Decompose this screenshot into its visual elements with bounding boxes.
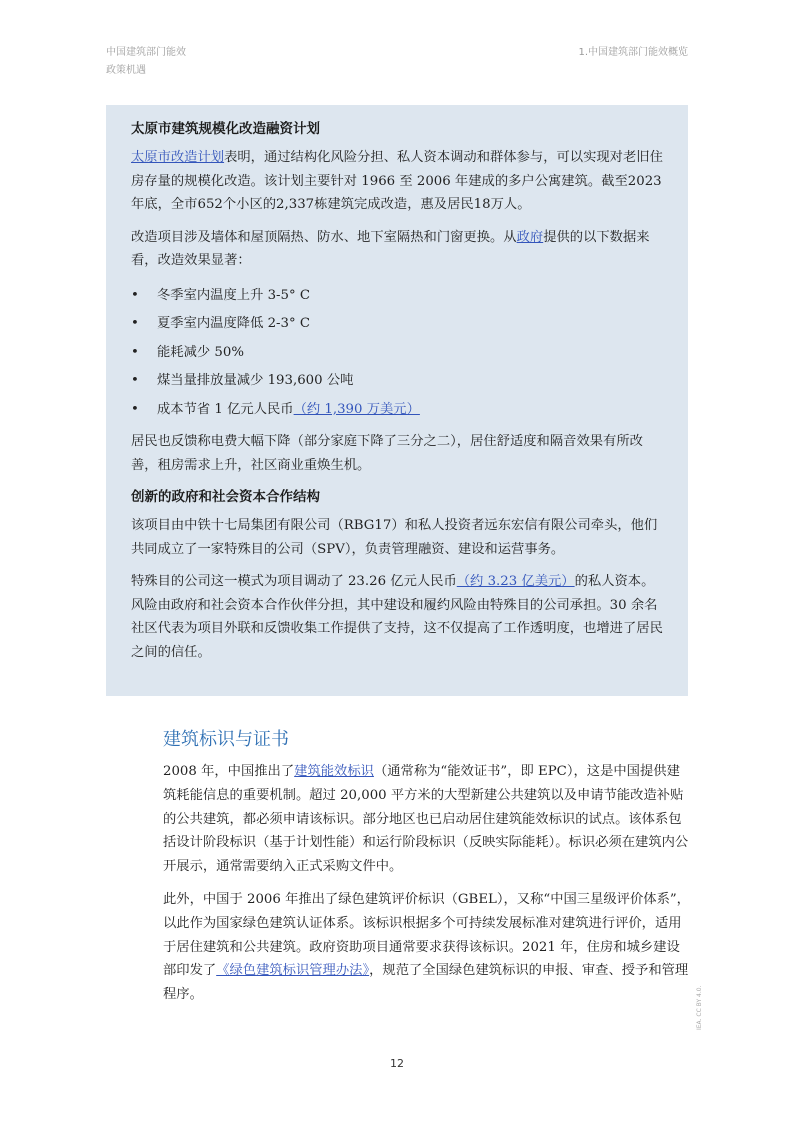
government-link[interactable]: 政府 (516, 229, 544, 245)
list-item (131, 396, 664, 425)
list-item-text: 夏季室内温度降低 2-3° C (157, 316, 311, 331)
list-item-text: 成本节省 1 亿元人民币 (157, 401, 294, 417)
running-header-left (106, 44, 186, 80)
case-study-paragraph-2 (131, 226, 664, 273)
list-item (131, 339, 664, 368)
case-study-box (106, 105, 688, 696)
green-building-measures-link[interactable]: 《绿色建筑标识管理办法》 (216, 963, 370, 979)
running-header-right: 1.中国建筑部门能效概览 (578, 47, 688, 58)
bullet-icon: • (131, 287, 139, 303)
list-item-text: 煤当量排放量减少 193,600 公吨 (157, 373, 354, 388)
list-item-text: 冬季室内温度上升 3-5° C (157, 287, 311, 303)
paragraph-text: 特殊目的公司这一模式为项目调动了 23.26 亿元人民币 (131, 574, 457, 589)
case-study-paragraph-1 (131, 146, 664, 217)
bullet-icon: • (131, 401, 139, 417)
paragraph-text: 提供的以下数据来看，改造效果显著： (131, 229, 650, 268)
case-study-paragraph-5 (131, 570, 664, 664)
list-item (131, 310, 664, 339)
usd-conversion-link[interactable]: （约 1,390 万美元） (293, 401, 420, 417)
paragraph-text: 的私人资本。风险由政府和社会资本合作伙伴分担，其中建设和履约风险由特殊目的公司承担。30 余名社区代表为项目外联和反馈收集工作提供了支持，这不仅提高了工作透明度，也增进了居民之间的信任。 (131, 574, 663, 660)
section-body (163, 760, 691, 1016)
list-item (131, 282, 664, 311)
case-study-subtitle: 创新的政府和社会资本合作结构 (131, 489, 320, 505)
bullet-icon: • (131, 373, 139, 388)
paragraph-text: 改造项目涉及墙体和屋顶隔热、防水、地下室隔热和门窗更换。从 (131, 229, 517, 245)
paragraph-text: 表明，通过结构化风险分担、私人资本调动和群体参与，可以实现对老旧住房存量的规模化改造。该计划主要针对 1966 至 2006 年建成的多户公寓建筑。截至2023年底，全市652个小区的2,337栋建筑完成改造，惠及居民18万人。 (131, 150, 663, 212)
section-title: 建筑标识与证书 (163, 729, 289, 750)
page-number: 12 (390, 1057, 404, 1070)
license-credit: IEA. CC BY 4.0. (696, 985, 703, 1030)
paragraph-text: ，规范了全国绿色建筑标识的申报、审查、授予和管理程序。 (163, 963, 689, 1003)
usd-conversion-link[interactable]: （约 3.23 亿美元） (456, 574, 575, 589)
bullet-icon: • (131, 344, 139, 360)
results-list (131, 282, 664, 425)
bullet-icon: • (131, 316, 139, 331)
header-report-subtitle: 政策机遇 (106, 65, 146, 76)
section-paragraph-1 (163, 760, 691, 879)
energy-label-link[interactable]: 建筑能效标识 (294, 764, 374, 779)
list-item (131, 367, 664, 396)
taiyuan-plan-link[interactable]: 太原市改造计划 (131, 150, 225, 165)
header-report-title: 中国建筑部门能效 (106, 47, 186, 58)
case-study-paragraph-4: 该项目由中铁十七局集团有限公司（RBG17）和私人投资者远东宏信有限公司牵头，他们共同成立了一家特殊目的公司（SPV），负责管理融资、建设和运营事务。 (131, 518, 658, 557)
paragraph-text: 2008 年，中国推出了 (163, 764, 295, 779)
paragraph-text: （通常称为“能效证书”，即 EPC），这是中国提供建筑耗能信息的重要机制。超过 20,000 平方米的大型新建公共建筑以及申请节能改造补贴的公共建筑，都必须申请该标识。部分地区也已启动居住建筑能效标识的试点。该体系包括设计阶段标识（基于计划性能）和运行阶段标识（反映实际能耗）。标识必须在建筑内公开展示，通常需要纳入正式采购文件中。 (163, 764, 689, 875)
paragraph-text: 此外，中国于 2006 年推出了绿色建筑评价标识（GBEL），又称“中国三星级评价体系”，以此作为国家绿色建筑认证体系。该标识根据多个可持续发展标准对建筑进行评价，适用于居住建筑和公共建筑。政府资助项目通常要求获得该标识。2021 年，住房和城乡建设部印发了 (163, 891, 690, 979)
case-study-paragraph-3: 居民也反馈称电费大幅下降（部分家庭下降了三分之二），居住舒适度和隔音效果有所改善，租房需求上升，社区商业重焕生机。 (131, 434, 643, 473)
section-paragraph-2 (163, 888, 691, 1007)
list-item-text: 能耗减少 50% (157, 344, 244, 360)
case-study-title: 太原市建筑规模化改造融资计划 (131, 121, 320, 137)
